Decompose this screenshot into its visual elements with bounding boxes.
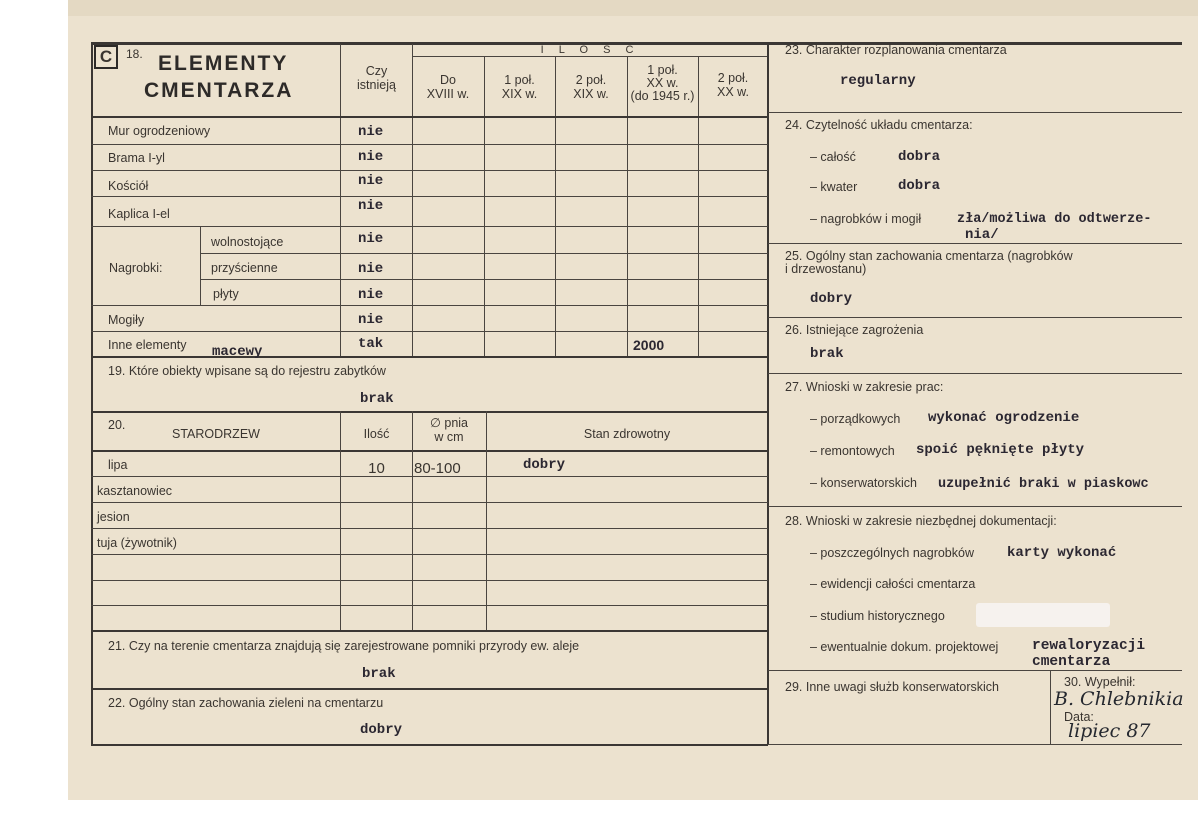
q29-label: 29. Inne uwagi służb konserwatorskich bbox=[785, 680, 1000, 694]
tree-diameter: 80-100 bbox=[414, 460, 461, 477]
q25-label: 25. Ogólny stan zachowania cmentarza (nagrobków i drzewostanu) bbox=[785, 249, 1073, 276]
header-period: 1 poł. XIX w. bbox=[501, 73, 538, 101]
q27-item-value: uzupełnić braki w piaskowc bbox=[938, 477, 1149, 492]
element-label: wolnostojące bbox=[211, 235, 284, 249]
section-title-line2: CMENTARZA bbox=[144, 79, 294, 102]
grid-line bbox=[200, 226, 201, 305]
element-exists: nie bbox=[358, 231, 384, 247]
element-exists: nie bbox=[358, 312, 384, 328]
tree-health: dobry bbox=[523, 457, 566, 473]
grid-line bbox=[698, 56, 699, 357]
q20-number: 20. bbox=[108, 418, 126, 432]
grid-line bbox=[91, 331, 768, 332]
element-count: 2000 bbox=[633, 337, 665, 353]
grid-line bbox=[768, 112, 1182, 113]
redacted-area bbox=[976, 603, 1110, 627]
element-exists: nie bbox=[358, 173, 384, 189]
grid-line bbox=[91, 502, 768, 503]
other-elements-value: macewy bbox=[212, 344, 263, 360]
tree-name: lipa bbox=[108, 458, 128, 472]
grid-line bbox=[91, 450, 768, 452]
q28-item-label: – poszczególnych nagrobków bbox=[810, 546, 974, 560]
grid-line bbox=[768, 317, 1182, 318]
grid-line bbox=[91, 196, 768, 197]
tree-count: 10 bbox=[368, 460, 385, 477]
q28-item-label: – studium historycznego bbox=[810, 609, 945, 623]
grid-line bbox=[91, 411, 768, 413]
q28-item-label: – ewentualnie dokum. projektowej bbox=[810, 640, 999, 654]
q27-item-label: – porządkowych bbox=[810, 412, 901, 426]
tree-name: jesion bbox=[97, 510, 130, 524]
grid-line bbox=[200, 253, 768, 254]
q27-item-value: spoić pęknięte płyty bbox=[916, 442, 1085, 458]
grid-line bbox=[768, 506, 1182, 507]
grid-line bbox=[91, 688, 768, 690]
element-label: Mogiły bbox=[108, 313, 145, 327]
q27-item-label: – konserwatorskich bbox=[810, 476, 917, 490]
grid-line bbox=[768, 373, 1182, 374]
q25-value: dobry bbox=[810, 291, 853, 307]
section-number: 18. bbox=[126, 47, 143, 61]
q20-col-diameter: ∅ pnia w cm bbox=[430, 416, 468, 444]
q30-label: 30. Wypełnił: bbox=[1064, 675, 1136, 689]
q24-item-value: dobra bbox=[898, 178, 941, 194]
q24-item-value: dobra bbox=[898, 149, 941, 165]
grid-line bbox=[768, 670, 1182, 671]
q20-col-count: Ilość bbox=[363, 427, 390, 441]
grid-line bbox=[91, 630, 768, 632]
q26-label: 26. Istniejące zagrożenia bbox=[785, 323, 924, 337]
grid-line bbox=[91, 605, 768, 606]
q28-item-label: – ewidencji całości cmentarza bbox=[810, 577, 976, 591]
q24-item-label: – nagrobków i mogił bbox=[810, 212, 922, 226]
nagrobki-label: Nagrobki: bbox=[109, 261, 163, 275]
grid-line bbox=[768, 744, 1182, 745]
grid-line bbox=[91, 226, 768, 227]
element-label: Kaplica I-el bbox=[108, 207, 170, 221]
grid-line bbox=[91, 305, 768, 306]
element-label: Inne elementy bbox=[108, 338, 187, 352]
grid-line bbox=[91, 554, 768, 555]
section-title-line1: ELEMENTY bbox=[158, 52, 289, 75]
header-period: Do XVIII w. bbox=[426, 73, 470, 101]
element-label: Mur ogrodzeniowy bbox=[108, 124, 211, 138]
header-period: 1 poł. XX w. (do 1945 r.) bbox=[630, 63, 695, 103]
grid-line bbox=[767, 42, 769, 745]
grid-line bbox=[1050, 670, 1051, 744]
q20-col-health: Stan zdrowotny bbox=[583, 427, 671, 441]
signature: B. Chlebnikia bbox=[1054, 688, 1184, 710]
q28-item-value: karty wykonać bbox=[1007, 545, 1117, 561]
q24-item-label: – kwater bbox=[810, 180, 858, 194]
q19-label: 19. Które obiekty wpisane są do rejestru zabytków bbox=[108, 364, 386, 378]
header-period: 2 poł. XX w. bbox=[717, 71, 749, 99]
q27-label: 27. Wnioski w zakresie prac: bbox=[785, 380, 944, 394]
q30-date-label: Data: bbox=[1064, 710, 1094, 724]
grid-line bbox=[555, 56, 556, 357]
grid-line bbox=[91, 170, 768, 171]
q27-item-value: wykonać ogrodzenie bbox=[928, 410, 1080, 426]
grid-line bbox=[91, 744, 768, 746]
header-exists: Czy istnieją bbox=[357, 64, 396, 92]
q24-label: 24. Czytelność układu cmentarza: bbox=[785, 118, 973, 132]
element-exists: nie bbox=[358, 198, 384, 214]
q24-item-value-cont: nia/ bbox=[965, 227, 999, 243]
fill-date: lipiec 87 bbox=[1068, 720, 1151, 742]
element-exists: nie bbox=[358, 149, 384, 165]
element-label: Brama I-yl bbox=[108, 151, 165, 165]
header-period: 2 poł. XIX w. bbox=[573, 73, 609, 101]
grid-line bbox=[91, 580, 768, 581]
q28-item-value: rewaloryzacji bbox=[1032, 638, 1146, 654]
grid-line bbox=[200, 279, 768, 280]
grid-line bbox=[91, 116, 768, 118]
grid-line bbox=[91, 144, 768, 145]
q21-label: 21. Czy na terenie cmentarza znajdują się zarejestrowane pomniki przyrody ew. aleje bbox=[108, 639, 580, 653]
q28-item-value-cont: cmentarza bbox=[1032, 654, 1111, 670]
q24-item-label: – całość bbox=[810, 150, 856, 164]
q21-value: brak bbox=[362, 666, 396, 682]
grid-line bbox=[91, 528, 768, 529]
element-exists: tak bbox=[358, 336, 384, 352]
grid-line bbox=[768, 243, 1182, 244]
q19-value: brak bbox=[360, 391, 394, 407]
q20-title: STARODRZEW bbox=[172, 427, 260, 441]
tree-name: tuja (żywotnik) bbox=[97, 536, 177, 550]
grid-line bbox=[91, 356, 768, 358]
q24-item-value: zła/możliwa do odtwerze- bbox=[957, 212, 1152, 227]
grid-line bbox=[486, 411, 487, 630]
q23-label: 23. Charakter rozplanowania cmentarza bbox=[785, 43, 1007, 57]
element-exists: nie bbox=[358, 261, 384, 277]
q27-item-label: – remontowych bbox=[810, 444, 895, 458]
q23-value: regularny bbox=[840, 73, 916, 89]
q22-label: 22. Ogólny stan zachowania zieleni na cmentarzu bbox=[108, 696, 384, 710]
element-exists: nie bbox=[358, 287, 384, 303]
section-badge: C bbox=[94, 45, 118, 69]
element-label: płyty bbox=[213, 287, 239, 301]
element-label: przyścienne bbox=[211, 261, 278, 275]
header-ilosc: I L O Ś Ć bbox=[540, 44, 640, 56]
grid-line bbox=[484, 56, 485, 357]
element-label: Kościół bbox=[108, 179, 149, 193]
grid-line bbox=[340, 411, 341, 630]
q26-value: brak bbox=[810, 346, 844, 362]
element-exists: nie bbox=[358, 124, 384, 140]
tree-name: kasztanowiec bbox=[97, 484, 173, 498]
q28-label: 28. Wnioski w zakresie niezbędnej dokumentacji: bbox=[785, 514, 1057, 528]
q22-value: dobry bbox=[360, 722, 403, 738]
